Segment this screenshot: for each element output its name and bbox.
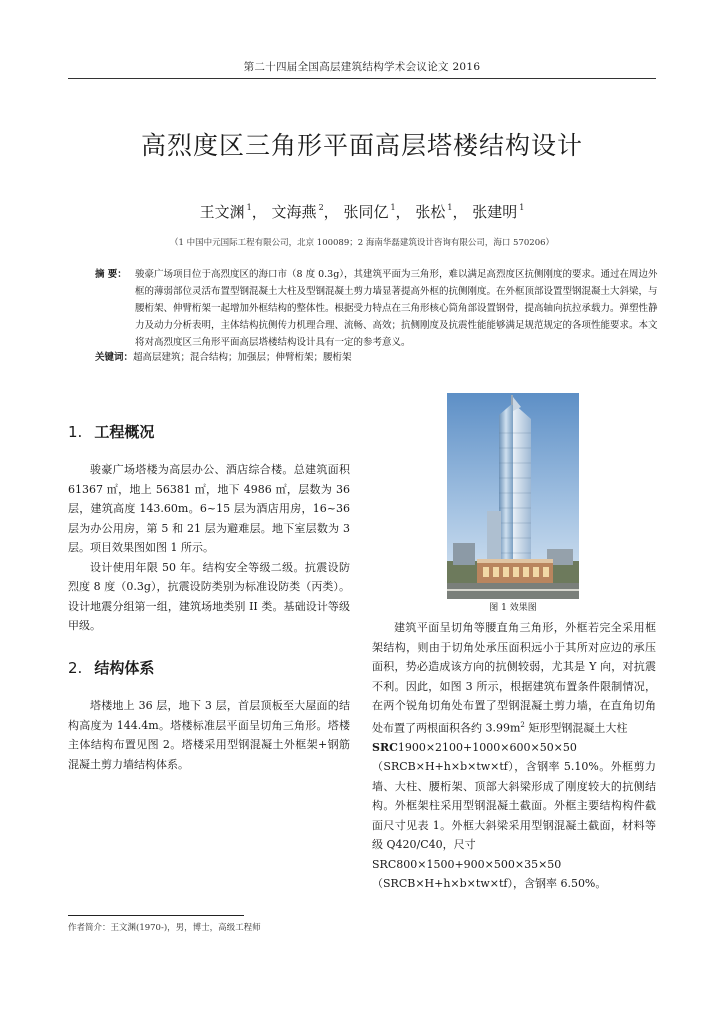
paragraph: （SRCB×H+h×b×tw×tf），含钢率 5.10%。外框剪力墙、大柱、腰桁架、顶部大斜梁形成了刚度较大的抗侧结构。外框架柱采用型钢混凝土截面。外框主要结构构件截面尺寸见表 1。外框大斜梁采用型钢混凝土截面，材料等级 Q420/C40，尺寸 — [372, 760, 656, 852]
paragraph — [372, 618, 656, 738]
author-sup: 1 — [390, 203, 396, 212]
section-2-body — [68, 696, 350, 774]
author-name: 王文渊 — [199, 203, 245, 221]
src-label: SRC — [372, 740, 398, 754]
author-name: 张建明 — [472, 203, 518, 221]
author-name: 文海燕 — [271, 203, 317, 221]
superscript: 2 — [520, 720, 525, 729]
affiliation: （1 中国中元国际工程有限公司，北京 100089；2 海南华磊建筑设计咨询有限公司，海口 570206） — [169, 238, 555, 248]
header-rule — [68, 78, 656, 79]
tower-rendering — [447, 393, 579, 599]
section-1-body — [68, 460, 350, 636]
author-name: 张松 — [415, 203, 446, 221]
paragraph — [372, 738, 656, 758]
author-sup: 1 — [519, 203, 525, 212]
paper-title: 高烈度区三角形平面高层塔楼结构设计 — [140, 131, 583, 160]
section-title: 工程概况 — [94, 423, 155, 441]
text-span: 建筑平面呈切角等腰直角三角形，外框若完全采用框架结构，则由于切角处承压面积远小于其所对应边的承压面积，势必造成该方向的抗侧较弱，尤其是 Y 向，对抗震不利。因此，如图 3 所示，根据建筑布置条件限制情况，在两个锐角切角处布置了型钢混凝土剪力墙，在直角切角处布置了两根面积各约 3.99m — [372, 621, 656, 735]
paragraph: 塔楼地上 36 层，地下 3 层，首层顶板至大屋面的结构高度为 144.4m。塔楼标准层平面呈切角三角形。塔楼主体结构布置见图 2。塔楼采用型钢混凝土外框架+钢筋混凝土剪力墙结构体系。 — [68, 699, 350, 771]
abstract-label: 摘 要： — [95, 269, 127, 280]
author-list: 王文渊 $^1$， 文海燕 $^2$， 张同亿 $^1$， 张松 $^1$， 张建明 $^1$ — [199, 203, 525, 221]
author-name: 张同亿 — [343, 203, 389, 221]
section-title: 结构体系 — [94, 659, 155, 677]
paragraph: 设计使用年限 50 年。结构安全等级二级。抗震设防烈度 8 度（0.3g），抗震设防类别为标准设防类（丙类）。设计地震分组第一组，建筑场地类别 II 类。基础设计等级甲级。 — [68, 560, 350, 632]
right-column-body — [372, 618, 656, 894]
paragraph: （SRCB×H+h×b×tw×tf），含钢率 6.50%。 — [372, 877, 607, 891]
footnote-rule — [68, 915, 244, 916]
page-header: 第二十四届全国高层建筑结构学术会议论文 2016 — [243, 61, 481, 73]
keywords-text: 超高层建筑；混合结构；加强层；伸臂桁架；腰桁架 — [133, 352, 352, 363]
author-sup: 1 — [447, 203, 453, 212]
figure-1-caption: 图 1 效果图 — [489, 603, 537, 613]
section-number: 1. — [68, 423, 83, 441]
author-sup: 1 — [246, 203, 252, 212]
footnote: 作者简介：王文渊(1970-)，男，博士，高级工程师 — [68, 923, 261, 933]
section-1-heading — [68, 421, 154, 442]
abstract-text: 骏豪广场项目位于高烈度区的海口市（8 度 0.3g），其建筑平面为三角形，难以满足高烈度区抗侧刚度的要求。通过在周边外框的薄弱部位灵活布置型钢混凝土大柱及型钢混凝土剪力墙显著提高外框的抗侧刚度。在外框顶部设置型钢混凝土大斜梁，与腰桁架、伸臂桁架一起增加外框结构的整体性。根据受力特点在三角形核心筒角部设置钢骨，提高轴向抗拉承载力。弹塑性静力及动力分析表明，主体结构抗侧传力机理合理、流畅、高效；抗侧刚度及抗震性能能够满足规范规定的各项性能要求。本文将对高烈度区三角形平面高层塔楼结构设计具有一定的参考意义。 — [135, 269, 658, 348]
paragraph: SRC800×1500+900×500×35×50 — [372, 857, 562, 871]
keywords-label: 关键词： — [95, 352, 134, 363]
abstract — [95, 266, 659, 351]
src-dims: 1900×2100+1000×600×50×50 — [397, 740, 577, 754]
keywords — [95, 349, 659, 366]
paragraph: 骏豪广场塔楼为高层办公、酒店综合楼。总建筑面积 61367 ㎡，地上 56381 ㎡，地下 4986 ㎡，层数为 36 层，建筑高度 143.60m。6~15 层为酒店用房，16~36 层为办公用房，第 5 和 21 层为避难层。地下室层数为 3 层。项目效果图如图 1 所示。 — [68, 463, 350, 554]
text-span: 矩形型钢混凝土大柱 — [524, 721, 628, 735]
section-number: 2. — [68, 659, 83, 677]
figure-1-image — [447, 393, 579, 599]
section-2-heading — [68, 657, 154, 678]
author-sup: 2 — [318, 203, 324, 212]
